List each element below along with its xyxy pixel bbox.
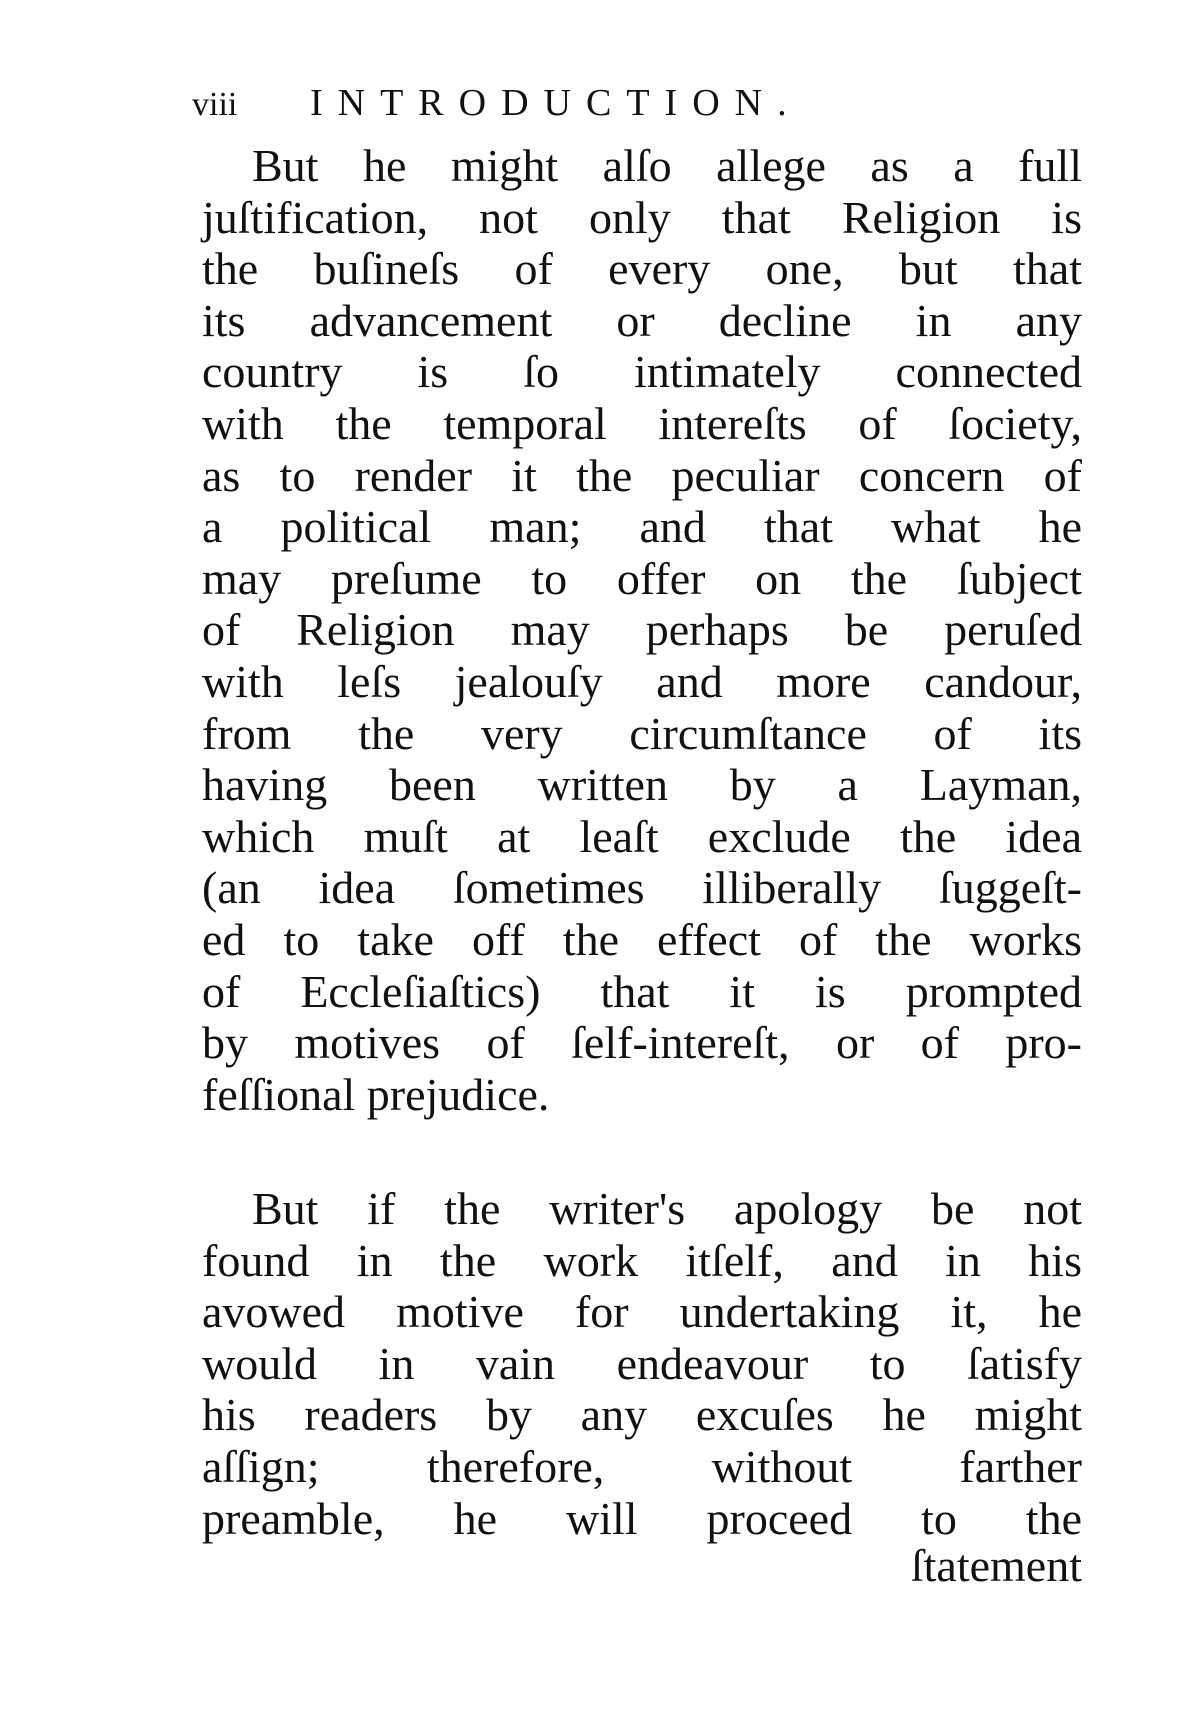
text-line: a political man; and that what he xyxy=(202,501,1082,553)
running-head: INTRODUCTION. xyxy=(310,82,802,124)
text-line: its advancement or decline in any xyxy=(202,294,1082,346)
text-line: as to render it the peculiar concern of xyxy=(202,449,1082,501)
catchword: ſtatement xyxy=(910,1540,1082,1591)
text-line: found in the work itſelf, and in his xyxy=(202,1234,1082,1286)
text-line: the buſineſs of every one, but that xyxy=(202,243,1082,295)
text-line: juſtification, not only that Religion is xyxy=(202,191,1082,243)
text-line: of Religion may perhaps be peruſed xyxy=(202,604,1082,656)
text-line: his readers by any excuſes he might xyxy=(202,1389,1082,1441)
text-line: feſſional prejudice. xyxy=(202,1068,550,1120)
text-line: aſſign; therefore, without farther xyxy=(202,1440,1082,1492)
page-header xyxy=(192,78,952,128)
text-line: would in vain endeavour to ſatisfy xyxy=(202,1337,1082,1389)
text-line: from the very circumſtance of its xyxy=(202,707,1082,759)
text-line: ed to take off the effect of the works xyxy=(202,913,1082,965)
text-line: of Eccleſiaſtics) that it is prompted xyxy=(202,965,1082,1017)
text-line: country is ſo intimately connected xyxy=(202,346,1082,398)
text-line: with the temporal intereſts of ſociety, xyxy=(202,397,1082,449)
text-line: by motives of ſelf-intereſt, or of pro- xyxy=(202,1017,1082,1069)
paragraph-2 xyxy=(202,1183,1082,1544)
text-line: may preſume to offer on the ſubject xyxy=(202,552,1082,604)
text-line: preamble, he will proceed to the xyxy=(202,1492,1082,1544)
text-line: But he might alſo allege as a full xyxy=(252,140,1082,191)
text-line: with leſs jealouſy and more candour, xyxy=(202,655,1082,707)
page-number: viii xyxy=(192,86,238,123)
paragraph-1 xyxy=(202,140,1082,1120)
text-line: having been written by a Layman, xyxy=(202,759,1082,811)
text-line: which muſt at leaſt exclude the idea xyxy=(202,810,1082,862)
text-line: avowed motive for undertaking it, he xyxy=(202,1286,1082,1338)
text-line: But if the writer's apology be not xyxy=(252,1183,1082,1234)
text-line: (an idea ſometimes illiberally ſuggeſt- xyxy=(202,862,1082,914)
